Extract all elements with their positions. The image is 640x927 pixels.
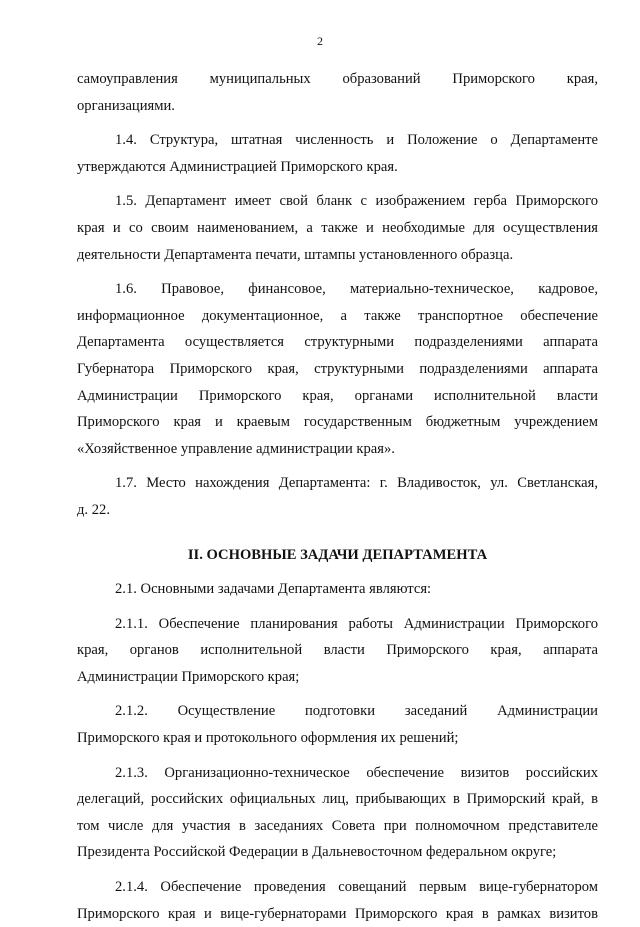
text-line: Приморского края и вице-губернаторами Приморского края в рамках визитов — [77, 905, 598, 922]
text-line: Президента Российской Федерации в Дальневосточном федеральном округе; — [77, 844, 557, 861]
page-number: 2 — [317, 34, 323, 48]
text-line: 1.5. Департамент имеет свой бланк с изображением герба Приморского — [115, 193, 598, 210]
text-line: 2.1. Основными задачами Департамента являются: — [115, 581, 432, 598]
text-line: организациями. — [77, 97, 175, 114]
paragraph — [77, 874, 598, 927]
paragraph — [77, 276, 598, 462]
text-line: том числе для участия в заседаниях Совета при полномочном представителе — [77, 817, 598, 834]
text-line: 1.4. Структура, штатная численность и Положение о Департаменте — [115, 132, 598, 149]
text-line: деятельности Департамента печати, штампы установленного образца. — [77, 246, 514, 263]
text-line: 2.1.1. Обеспечение планирования работы Администрации Приморского — [115, 615, 598, 632]
text-line: Департамента осуществляется структурными подразделениями аппарата — [77, 334, 598, 351]
text-line: Приморского края и краевым государственным бюджетным учреждением — [77, 414, 598, 431]
paragraph — [77, 66, 598, 119]
text-line: Губернатора Приморского края, структурными подразделениями аппарата — [77, 360, 598, 377]
document-body — [77, 66, 598, 927]
text-line: утверждаются Администрацией Приморского края. — [77, 158, 398, 175]
text-line: информационное документационное, а также транспортное обеспечение — [77, 307, 598, 324]
text-line: Администрации Приморского края; — [77, 668, 300, 685]
paragraph — [77, 576, 598, 603]
paragraph — [77, 760, 598, 866]
text-line: д. 22. — [77, 501, 110, 518]
text-line: края, органов исполнительной власти Приморского края, аппарата — [77, 642, 598, 659]
paragraph — [77, 611, 598, 691]
text-line: «Хозяйственное управление администрации края». — [77, 440, 395, 457]
text-line: 2.1.4. Обеспечение проведения совещаний первым вице-губернатором — [115, 879, 598, 896]
text-line: Приморского края и протокольного оформления их решений; — [77, 730, 459, 747]
paragraph — [77, 470, 598, 523]
text-line: самоуправления муниципальных образований Приморского края, — [77, 71, 598, 87]
text-line: 1.6. Правовое, финансовое, материально-техническое, кадровое, — [115, 281, 598, 298]
paragraph — [77, 698, 598, 751]
paragraph — [77, 127, 598, 180]
text-line: 2.1.3. Организационно-техническое обеспечение визитов российских — [115, 764, 598, 781]
text-line: края и со своим наименованием, а также и необходимые для осуществления — [77, 219, 598, 236]
section-heading: II. ОСНОВНЫЕ ЗАДАЧИ ДЕПАРТАМЕНТА — [187, 546, 488, 563]
paragraph — [77, 188, 598, 268]
text-line: Администрации Приморского края, органами исполнительной власти — [77, 387, 598, 404]
text-line: 1.7. Место нахождения Департамента: г. Владивосток, ул. Светланская, — [115, 475, 598, 492]
text-line: делегаций, российских официальных лиц, прибывающих в Приморский край, в — [77, 791, 598, 808]
text-line: 2.1.2. Осуществление подготовки заседаний Администрации — [115, 703, 598, 720]
